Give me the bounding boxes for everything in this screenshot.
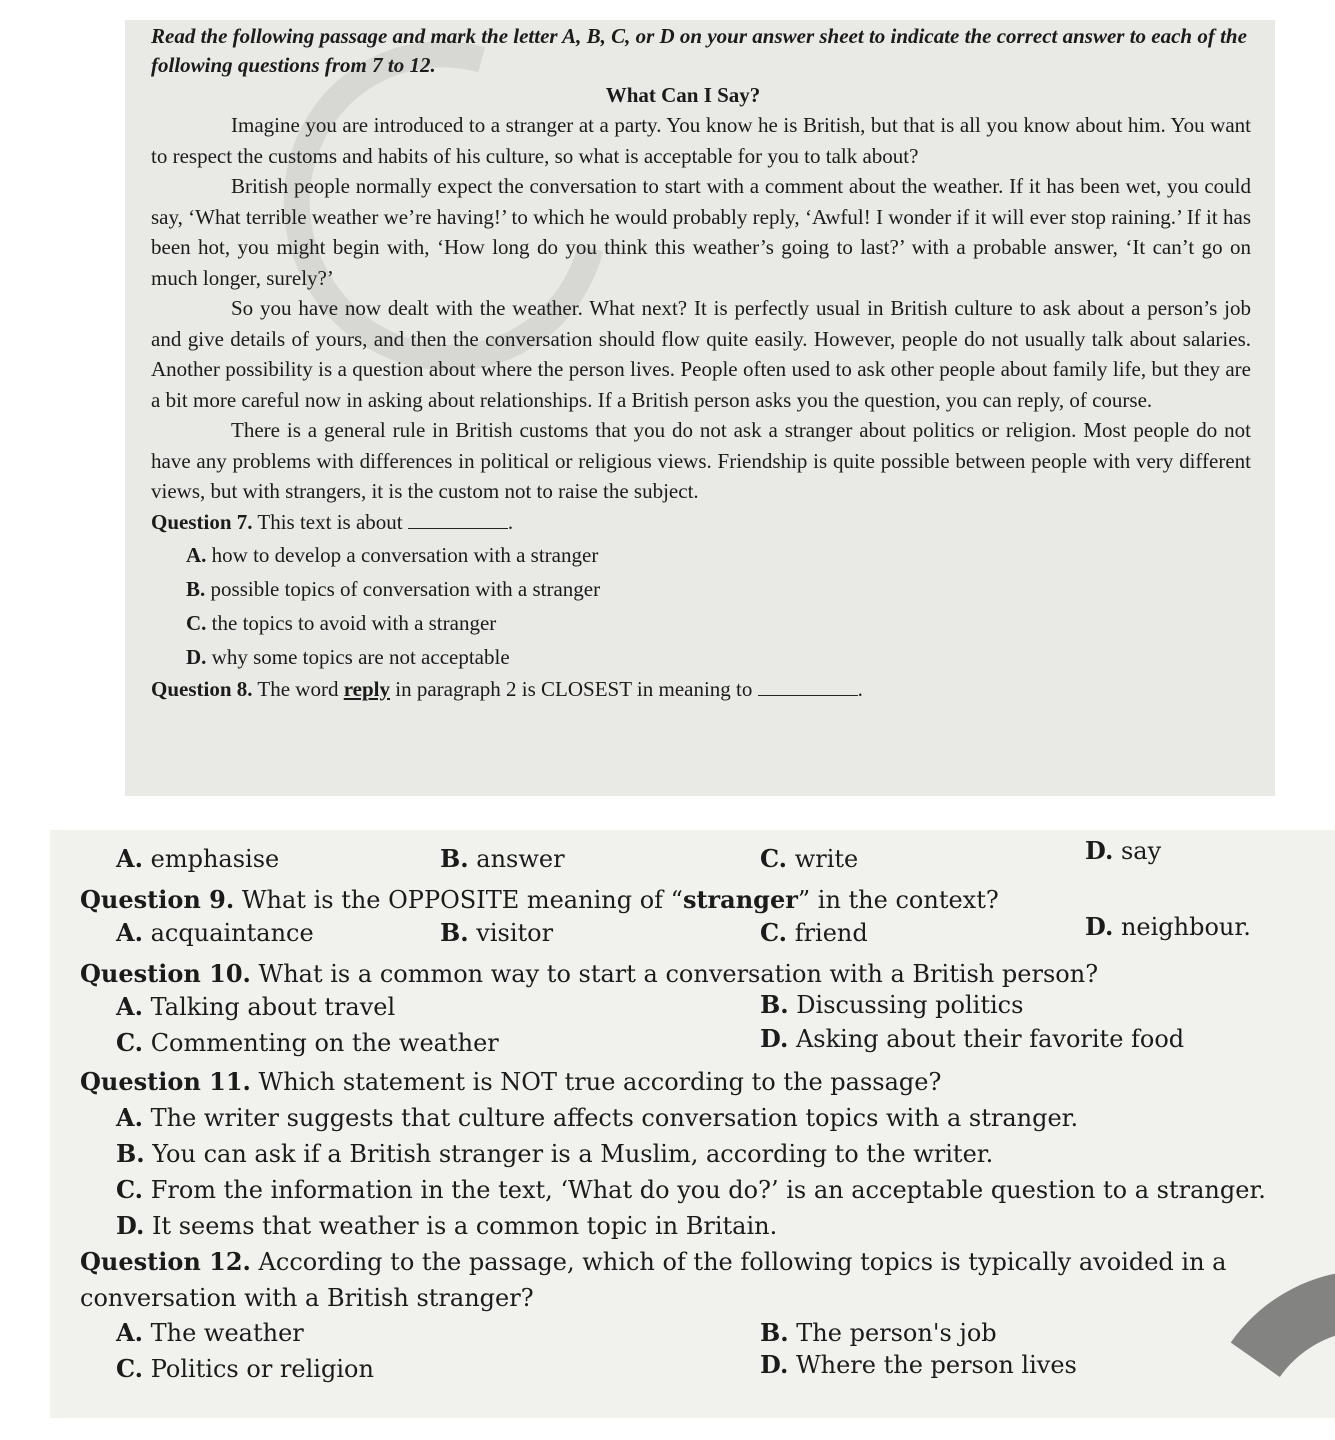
q12-options-row-2: [50, 1350, 1335, 1390]
q11-option-b[interactable]: B. You can ask if a British stranger is a Muslim, according to the writer.: [116, 1139, 994, 1168]
q12-option-d[interactable]: D. Where the person lives: [760, 1350, 1077, 1379]
q12-options-row-1: [50, 1318, 1335, 1354]
q8-option-c[interactable]: C. write: [760, 844, 859, 873]
passage-paragraph-2: British people normally expect the conversation to start with a comment about the weather. If it has been wet, you could say, ‘What terrible weather we’re having!’ to which he would probably reply, ‘Awful! I wonder if it will ever stop raining.’ If it has been hot, you might begin with, ‘How long do you think this weather’s going to last?’ with a probable answer, ‘It can’t go on much longer, surely?’: [151, 174, 1251, 290]
q12-option-b[interactable]: B. The person's job: [760, 1318, 997, 1347]
q9-option-a[interactable]: A. acquaintance: [116, 918, 314, 947]
question-10-stem: What is a common way to start a conversation with a British person?: [258, 960, 1099, 988]
question-11: [50, 1064, 1335, 1100]
q8-option-d[interactable]: D. say: [1085, 836, 1162, 865]
passage-paragraph-1: Imagine you are introduced to a stranger at a party. You know he is British, but that is all you know about him. You want to respect the customs and habits of his culture, so what is acceptable for you to talk about?: [151, 113, 1251, 168]
q10-option-c[interactable]: C. Commenting on the weather: [116, 1028, 499, 1057]
question-8-stem-before: The word: [257, 676, 339, 701]
q12-option-a[interactable]: A. The weather: [116, 1318, 304, 1347]
option-text: possible topics of conversation with a stranger: [210, 576, 601, 601]
q11-option-d[interactable]: D. It seems that weather is a common topic in Britain.: [116, 1211, 778, 1240]
q7-option-d[interactable]: [186, 640, 1275, 674]
q8-options-row: [50, 836, 1335, 882]
option-letter: C.: [186, 610, 207, 635]
question-12-stem: According to the passage, which of the following topics is typically avoided in a conversation with a British stranger?: [80, 1248, 1227, 1312]
question-8-word: reply: [343, 676, 390, 701]
answer-blank: [758, 695, 858, 696]
q10-option-b[interactable]: B. Discussing politics: [760, 990, 1024, 1019]
question-8: Question 8. The word reply in paragraph 2 is CLOSEST in meaning to .: [151, 676, 863, 701]
passage-title: What Can I Say?: [605, 83, 761, 107]
q7-option-a[interactable]: [186, 538, 1275, 572]
passage-paragraph-3: So you have now dealt with the weather. What next? It is perfectly usual in British culture to ask about a person’s job and give details of yours, and then the conversation should flow quite easily. However, people do not usually talk about salaries. Another possibility is a question about where the person lives. People often used to ask other people about family life, but they are a bit more careful now in asking about relationships. If a British person asks you the question, you can reply, of course.: [151, 296, 1251, 412]
q10-options-row-2: [50, 1024, 1335, 1064]
option-text: the topics to avoid with a stranger: [211, 610, 497, 635]
option-text: why some topics are not acceptable: [211, 644, 510, 669]
q11-option-c[interactable]: C. From the information in the text, ‘What do you do?’ is an acceptable question to a stranger.: [116, 1175, 1266, 1204]
q11-option-a[interactable]: A. The writer suggests that culture affects conversation topics with a stranger.: [116, 1103, 1079, 1132]
question-10-label: Question 10.: [80, 959, 251, 988]
option-text: how to develop a conversation with a stranger: [211, 542, 599, 567]
q9-options-row: [50, 912, 1335, 956]
q10-option-d[interactable]: D. Asking about their favorite food: [760, 1024, 1185, 1053]
passage-paragraph-4: There is a general rule in British customs that you do not ask a stranger about politics or religion. Most people do not have any problems with differences in political or religious views. Friendship is quite possible between people with very different views, but with strangers, it is the custom not to raise the subject.: [151, 418, 1251, 503]
question-10: [50, 956, 1335, 992]
q9-option-b[interactable]: B. visitor: [440, 918, 554, 947]
passage-sheet: [125, 20, 1275, 796]
q7-option-c[interactable]: [186, 606, 1275, 640]
q12-option-c[interactable]: C. Politics or religion: [116, 1354, 374, 1383]
q9-option-c[interactable]: C. friend: [760, 918, 868, 947]
q10-options-row-1: [50, 992, 1335, 1028]
answer-blank: [408, 528, 508, 529]
q9-option-d[interactable]: D. neighbour.: [1085, 912, 1251, 941]
question-9-label: Question 9.: [80, 885, 235, 914]
q8-option-a[interactable]: A. emphasise: [116, 844, 280, 873]
question-8-label: Question 8.: [151, 676, 253, 701]
question-12-label: Question 12.: [80, 1247, 251, 1276]
instructions: Read the following passage and mark the letter A, B, C, or D on your answer sheet to indicate the correct answer to each of the following questions from 7 to 12.: [151, 24, 1247, 77]
question-8-stem-after: in paragraph 2 is CLOSEST in meaning to: [395, 676, 753, 701]
question-9-stem-after: ” in the context?: [797, 886, 999, 914]
question-7-stem: This text is about: [257, 509, 403, 534]
question-11-label: Question 11.: [80, 1067, 251, 1096]
question-9-word: stranger: [682, 885, 798, 914]
option-letter: B.: [186, 576, 206, 601]
option-letter: D.: [186, 644, 207, 669]
option-letter: A.: [186, 542, 207, 567]
question-12: [50, 1244, 1335, 1316]
question-7-label: Question 7.: [151, 509, 253, 534]
q10-option-a[interactable]: A. Talking about travel: [116, 992, 396, 1021]
q8-option-b[interactable]: B. answer: [440, 844, 565, 873]
questions-sheet: [50, 830, 1335, 1418]
q7-option-b[interactable]: [186, 572, 1275, 606]
question-11-stem: Which statement is NOT true according to the passage?: [258, 1068, 942, 1096]
question-9-stem-before: What is the OPPOSITE meaning of “: [241, 886, 683, 914]
question-7: Question 7. This text is about .: [151, 509, 514, 534]
